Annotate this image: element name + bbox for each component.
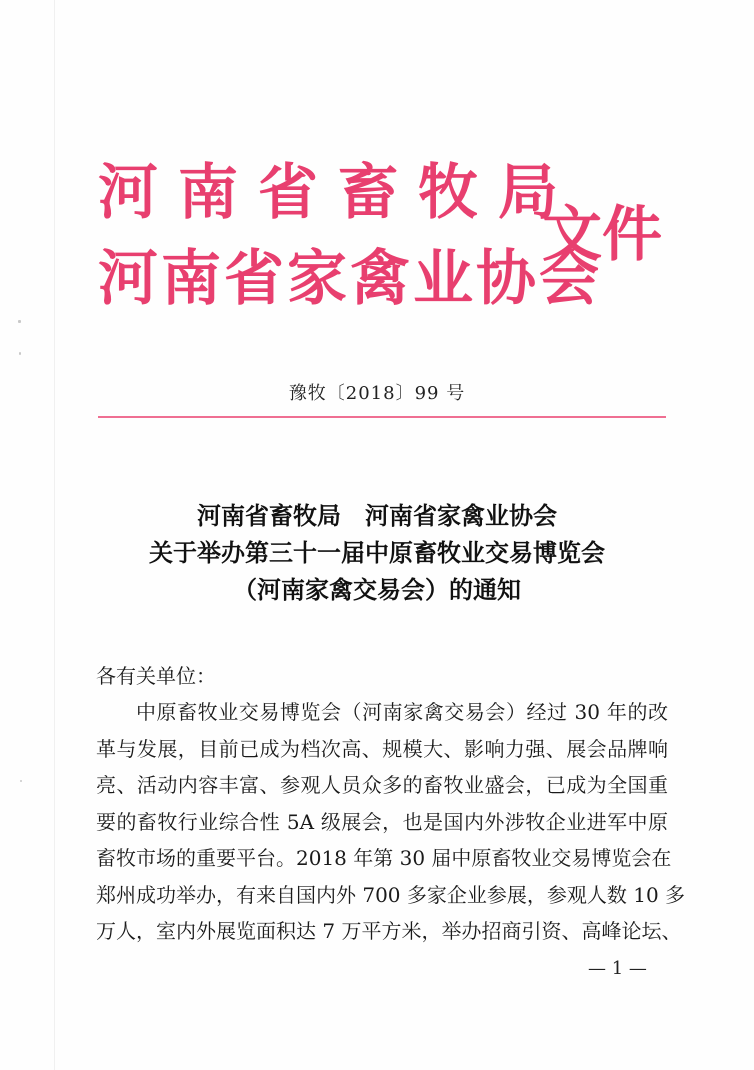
salutation: 各有关单位： (96, 664, 216, 688)
body-paragraph (96, 694, 686, 950)
red-header-doc-type: 文件 (542, 200, 662, 270)
title-line: （河南家禽交易会）的通知 (233, 576, 521, 604)
body-line: 畜牧市场的重要平台。2018 年第 30 届中原畜牧业交易博览会在 (96, 846, 672, 870)
page-number: — 1 — (588, 958, 647, 979)
issuer-name: 河南省畜牧局 (98, 158, 578, 228)
scan-speck (18, 320, 21, 323)
body-line: 要的畜牧行业综合性 5A 级展会，也是国内外涉牧企业进军中原 (96, 809, 668, 834)
document-number: 豫牧〔2018〕99 号 (288, 383, 466, 404)
title-line: 河南省畜牧局 河南省家禽业协会 (197, 502, 557, 530)
body-line: 中原畜牧业交易博览会（河南家禽交易会）经过 30 年的改 (136, 700, 668, 724)
scan-speck (19, 352, 21, 355)
title-line: 关于举办第三十一届中原畜牧业交易博览会 (149, 539, 605, 567)
scan-speck (20, 780, 22, 782)
body-line: 万人，室内外展览面积达 7 万平方米，举办招商引资、高峰论坛、 (96, 919, 682, 943)
body-line: 郑州成功举办，有来自国内外 700 多家企业参展，参观人数 10 多 (96, 882, 686, 907)
red-divider-line (98, 416, 666, 418)
document-title (0, 498, 754, 609)
body-line: 亮、活动内容丰富、参观人员众多的畜牧业盛会，已成为全国重 (96, 773, 668, 797)
body-line: 革与发展，目前已成为档次高、规模大、影响力强、展会品牌响 (96, 736, 668, 761)
issuer-name: 河南省家禽业协会 (98, 244, 602, 314)
